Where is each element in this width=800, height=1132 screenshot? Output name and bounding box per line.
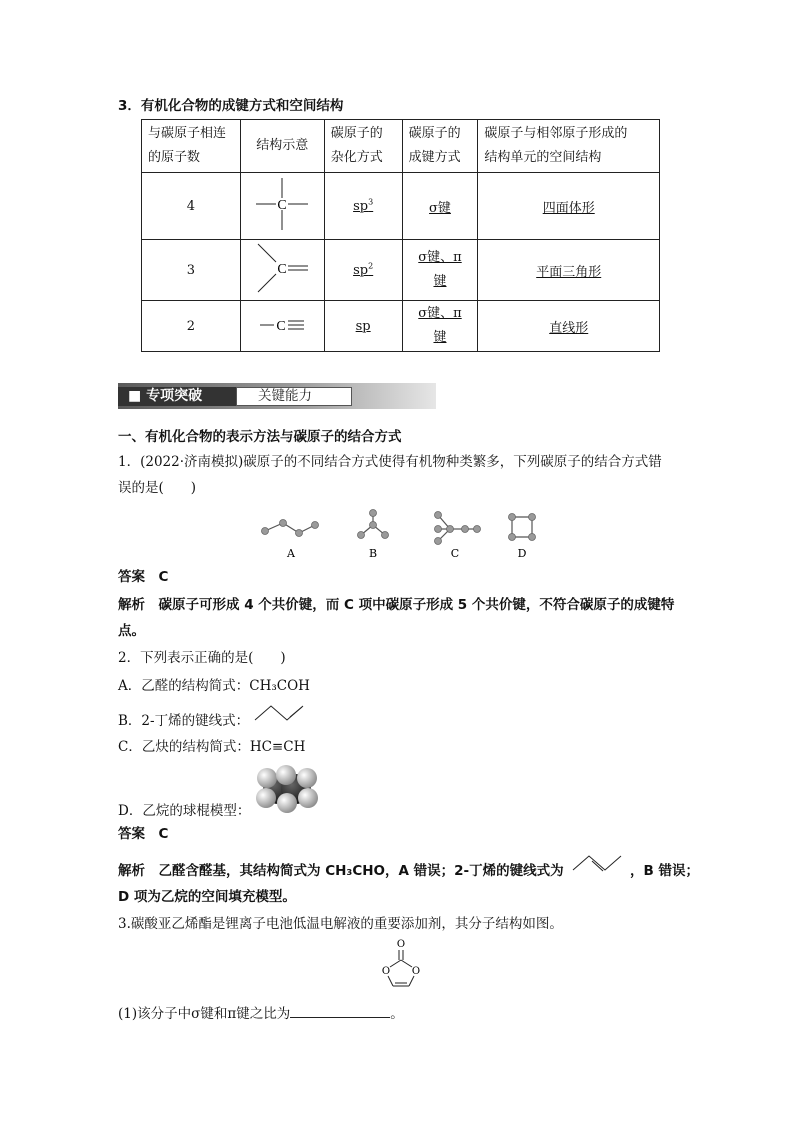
q2-option-d: D．乙烷的球棍模型：: [118, 803, 251, 819]
q1-analysis-line1: 解析 碳原子可形成 4 个共价键，而 C 项中碳原子形成 5 个共价键，不符合碳原子的成键特: [118, 597, 675, 613]
table-row: [142, 240, 660, 301]
atom-count-cell: 4: [142, 173, 241, 240]
shape-cell: 平面三角形: [478, 240, 660, 301]
q2-option-b: B．2-丁烯的键线式：: [118, 713, 250, 729]
question-2-stem: 2．下列表示正确的是( ): [118, 650, 286, 666]
ethane-space-filling-model: [254, 764, 320, 814]
svg-text:C: C: [277, 198, 287, 213]
tetrahedral-carbon-diagram: [252, 176, 312, 232]
answer-blank[interactable]: [290, 1003, 390, 1018]
question-1-line1: 1．(2022·济南模拟)碳原子的不同结合方式使得有机物种类繁多，下列碳原子的结合方式错: [118, 454, 662, 470]
structure-cell: [240, 240, 324, 301]
option-b-label: B: [368, 547, 378, 560]
option-c-label: C: [450, 547, 460, 560]
q2-analysis-line1b: ，B 错误；: [630, 863, 699, 879]
bond-cell: σ键: [402, 173, 478, 240]
q1-answer: 答案 C: [118, 569, 169, 585]
header-cell: 结构示意: [240, 120, 324, 173]
bond-cell: σ键、π 键: [402, 301, 478, 352]
mol-o-top: O: [396, 939, 406, 950]
bonding-table: [141, 119, 660, 352]
atom-count-cell: 3: [142, 240, 241, 301]
part-heading: 一、有机化合物的表示方法与碳原子的结合方式: [118, 429, 402, 445]
q3-sub1: (1)该分子中σ键和π键之比为 。: [118, 1003, 404, 1024]
header-cell: 碳原子与相邻原子形成的 结构单元的空间结构: [478, 120, 660, 173]
shape-cell: 直线形: [478, 301, 660, 352]
header-cell: 与碳原子相连 的原子数: [142, 120, 241, 173]
q2-analysis-line1a: 解析 乙醛含醛基，其结构简式为 CH₃CHO，A 错误；2-丁烯的键线式为: [118, 863, 564, 879]
header-cell: 碳原子的 杂化方式: [324, 120, 402, 173]
section-banner: [118, 383, 436, 409]
q2-option-a: A．乙醛的结构简式：CH₃COH: [118, 678, 310, 694]
structure-cell: [240, 301, 324, 352]
banner-title: ■ 专项突破: [128, 388, 203, 404]
hybrid-cell: sp: [324, 301, 402, 352]
q2-analysis-line2: D 项为乙烷的空间填充模型。: [118, 889, 296, 905]
mol-o-right: O: [411, 966, 421, 977]
question-3-stem: 3.碳酸亚乙烯酯是锂离子电池低温电解液的重要添加剂，其分子结构如图。: [118, 916, 563, 932]
hybrid-cell: $sp^3$: [324, 173, 402, 240]
trigonal-carbon-diagram: [252, 240, 312, 296]
2-butene-skeletal-formula-analysis: [570, 850, 628, 874]
table-row: [142, 173, 660, 240]
carbon-bonding-options-figure: [255, 505, 550, 561]
banner-subtitle: 关键能力: [258, 388, 312, 404]
2-butene-skeletal-formula: [252, 700, 310, 724]
mol-o-left: O: [381, 966, 391, 977]
q1-analysis-line2: 点。: [118, 623, 145, 639]
q2-option-c: C．乙炔的结构简式：HC≡CH: [118, 739, 306, 755]
svg-text:C: C: [277, 262, 287, 277]
structure-cell: [240, 173, 324, 240]
section-title: 3．有机化合物的成键方式和空间结构: [118, 98, 344, 114]
table-row: [142, 301, 660, 352]
vinylene-carbonate-structure: [376, 936, 426, 992]
shape-cell: 四面体形: [478, 173, 660, 240]
atom-count-cell: 2: [142, 301, 241, 352]
question-1-line2: 误的是( ): [118, 480, 197, 496]
bond-cell: σ键、π 键: [402, 240, 478, 301]
option-d-label: D: [517, 547, 527, 560]
hybrid-cell: $sp^2$: [324, 240, 402, 301]
table-header-row: [142, 120, 660, 173]
option-a-label: A: [287, 547, 295, 560]
linear-carbon-diagram: [252, 312, 312, 336]
svg-text:C: C: [276, 319, 286, 334]
q2-answer: 答案 C: [118, 826, 169, 842]
header-cell: 碳原子的 成键方式: [402, 120, 478, 173]
